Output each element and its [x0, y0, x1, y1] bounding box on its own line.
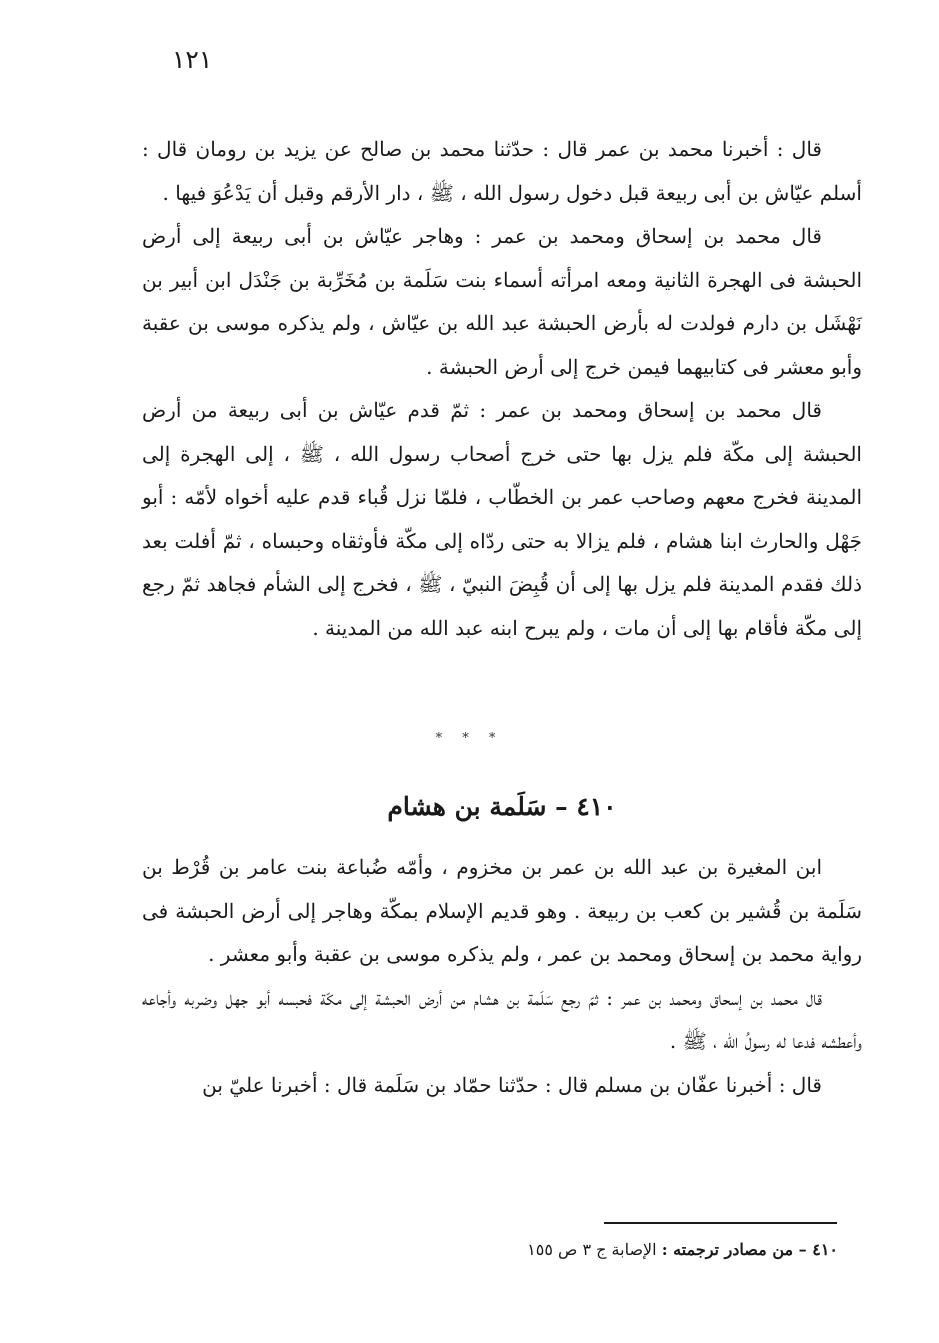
- paragraph: ابن المغيرة بن عبد الله بن عمر بن مخزوم ، وأمّه ضُباعة بنت عامر بن قُرْط بن سَلَمة بن قُشير بن كعب بن ربيعة . وهو قديم الإسلام بمكّة وهاجر إلى أرض الحبشة فى رواية محمد بن إسحاق ومحمد بن عمر ، ولم يذكره موسى بن عقبة وأبو معشر .: [142, 855, 862, 966]
- page-number: ١٢١: [172, 45, 213, 74]
- footnote-text: الإصابة ج ٣ ص ١٥٥: [527, 1240, 657, 1259]
- paragraph: قال : أخبرنا عفّان بن مسلم قال : حدّثنا حمّاد بن سَلَمة قال : أخبرنا عليّ بن: [202, 1072, 822, 1097]
- paragraph: قال محمد بن إسحاق ومحمد بن عمر : ثمّ قدم عيّاش بن أبى ربيعة من أرض الحبشة إلى مكّة فلم يزل بها حتى خرج أصحاب رسول الله ، ﷺ ، إلى الهجرة إلى المدينة فخرج معهم وصاحب عمر بن الخطّاب ، فلمّا نزل قُباء قدم عليه أخواه لأمّه : أبو جَهْل والحارث ابنا هشام ، فلم يزالا به حتى ردّاه إلى مكّة فأوثقاه وحبساه ، ثمّ أفلت بعد ذلك فقدم المدينة فلم يزل بها إلى أن قُبِضَ النبيّ ، ﷺ ، فخرج إلى الشأم فجاهد ثمّ رجع إلى مكّة فأقام بها إلى أن مات ، ولم يبرح ابنه عبد الله من المدينة .: [142, 398, 862, 640]
- footnote-label: ٤١٠ – من مصادر ترجمته :: [661, 1240, 838, 1259]
- footnote-divider: [604, 1222, 837, 1224]
- section-separator: * * *: [435, 731, 504, 746]
- footnote: [142, 1233, 838, 1267]
- paragraph: قال محمد بن إسحاق ومحمد بن عمر : وهاجر عيّاش بن أبى ربيعة إلى أرض الحبشة فى الهجرة الثانية ومعه امرأته أسماء بنت سَلَمة بن مُخَرِّبة بن جَنْدَل ابن أبير بن نَهْشَل بن دارم فولدت له بأرض الحبشة عبد الله بن عيّاش ، ولم يذكره موسى بن عقبة وأبو معشر فى كتابيهما فيمن خرج إلى أرض الحبشة .: [142, 224, 862, 379]
- section-salama-text: [142, 846, 862, 1107]
- paragraph: قال محمد بن إسحاق ومحمد بن عمر : ثمّ رجع سَلَمة بن هشام من أرض الحبشة إلى مكّة فحبسه أبو جهل وضربه وأجاعه وأعطشه فدعا له رسولُ الله ، ﷺ .: [142, 985, 862, 1053]
- paragraph: قال : أخبرنا محمد بن عمر قال : حدّثنا محمد بن صالح عن يزيد بن رومان قال : أسلم عيّاش بن أبى ربيعة قبل دخول رسول الله ، ﷺ ، دار الأرقم وقبل أن يَدْعُوَ فيها .: [142, 137, 862, 205]
- section-ayyash-text: [142, 128, 862, 650]
- entry-heading: ٤١٠ – سَلَمة بن هشام: [387, 792, 617, 821]
